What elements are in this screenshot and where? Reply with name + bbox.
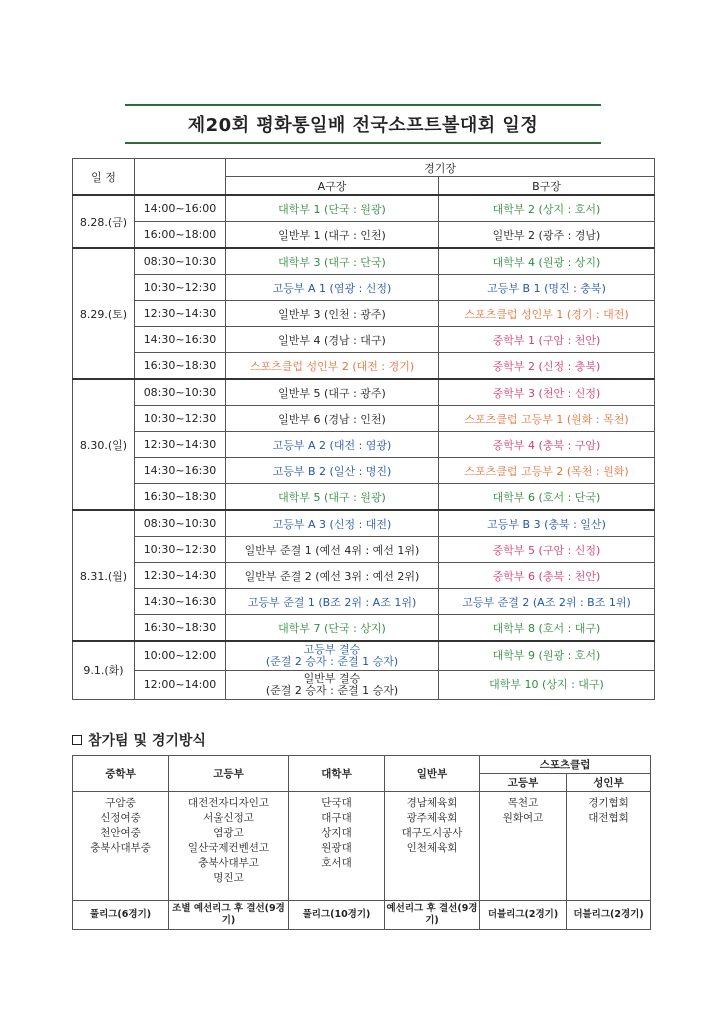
header-sport-adult: 성인부 [567,774,651,792]
schedule-row [73,353,655,380]
team-name: 충북사대부중 [90,842,151,854]
header-venue: 경기장 [226,159,655,177]
team-name: 호서대 [321,857,352,869]
field-b-match: 대학부 6 (호서 : 단국) [439,484,655,511]
team-name: 단국대 [321,797,352,809]
schedule-date: 8.31.(월) [73,510,135,641]
teams-table [72,755,651,930]
schedule-row [73,537,655,563]
field-a-match: 대학부 3 (대구 : 단국) [226,248,439,275]
field-a-match: 고등부 B 2 (일산 : 명진) [226,458,439,484]
schedule-time: 16:00~18:00 [135,222,226,249]
schedule-time: 12:30~14:30 [135,301,226,327]
team-name: 명진고 [213,872,244,884]
field-a-match-title: 고등부 결승 [303,643,361,656]
field-a-match: 대학부 7 (단국 : 상지) [226,615,439,642]
team-name: 일산국제컨벤션고 [187,842,270,854]
team-list-uni [289,792,385,901]
field-a-match [226,641,439,671]
schedule-row [73,671,655,700]
field-a-match-title: 일반부 결승 [303,672,361,685]
checkbox-bullet-icon [72,735,82,745]
schedule-time: 10:30~12:30 [135,275,226,301]
field-b-match: 중학부 6 (충북 : 천안) [439,563,655,589]
team-name: 상지대 [321,827,352,839]
schedule-row [73,379,655,406]
team-list-high [169,792,289,901]
field-a-match: 일반부 5 (대구 : 광주) [226,379,439,406]
field-b-match: 중학부 5 (구암 : 신정) [439,537,655,563]
field-b-match: 고등부 B 3 (충북 : 일산) [439,510,655,537]
schedule-row [73,615,655,642]
field-a-match: 일반부 4 (경남 : 대구) [226,327,439,353]
team-list-middle [73,792,169,901]
schedule-time: 16:30~18:30 [135,353,226,380]
section-title [72,730,206,750]
field-b-match: 스포츠클럽 고등부 1 (원화 : 목천) [439,406,655,432]
schedule-table [72,158,655,700]
schedule-row [73,510,655,537]
field-b-match: 일반부 2 (광주 : 경남) [439,222,655,249]
schedule-time: 14:30~16:30 [135,458,226,484]
schedule-time: 08:30~10:30 [135,248,226,275]
field-b-match: 대학부 9 (원광 : 호서) [439,641,655,671]
field-b-match: 중학부 4 (충북 : 구암) [439,432,655,458]
schedule-row [73,484,655,511]
header-uni: 대학부 [289,756,385,792]
schedule-time: 14:00~16:00 [135,195,226,222]
format-middle: 풀리그(6경기) [73,901,169,930]
schedule-row [73,275,655,301]
team-list-sport-high [480,792,567,901]
header-high: 고등부 [169,756,289,792]
schedule-row [73,248,655,275]
schedule-time: 12:30~14:30 [135,563,226,589]
field-a-match: 일반부 3 (인천 : 광주) [226,301,439,327]
field-a-match: 고등부 A 3 (신정 : 대전) [226,510,439,537]
field-b-match: 중학부 3 (천안 : 신정) [439,379,655,406]
schedule-row [73,195,655,222]
format-sport-adult: 더블리그(2경기) [567,901,651,930]
field-b-match: 대학부 8 (호서 : 대구) [439,615,655,642]
field-b-match: 스포츠클럽 고등부 2 (목천 : 원화) [439,458,655,484]
schedule-date: 8.30.(일) [73,379,135,510]
title-banner [125,104,601,144]
format-general: 예선리그 후 결선(9경기) [385,901,480,930]
page-title: 제20회 평화통일배 전국소프트볼대회 일정 [187,115,539,136]
field-a-match: 고등부 A 2 (대전 : 염광) [226,432,439,458]
team-name: 서울신정고 [203,812,254,824]
schedule-row [73,432,655,458]
team-name: 대구대 [321,812,352,824]
field-b-match: 대학부 10 (상지 : 대구) [439,671,655,700]
schedule-time: 14:30~16:30 [135,327,226,353]
schedule-row [73,222,655,249]
team-name: 목천고 [507,797,539,809]
schedule-time: 10:30~12:30 [135,537,226,563]
field-a-match: 스포츠클럽 성인부 2 (대전 : 경기) [226,353,439,380]
schedule-time: 16:30~18:30 [135,484,226,511]
schedule-time: 12:30~14:30 [135,432,226,458]
schedule-row [73,301,655,327]
field-a-match: 고등부 A 1 (염광 : 신정) [226,275,439,301]
team-name: 대전협회 [588,812,629,824]
schedule-row [73,458,655,484]
schedule-time: 10:30~12:30 [135,406,226,432]
team-name: 원화여고 [502,812,544,824]
field-a-match-detail: (준결 2 승자 : 준결 1 승자) [265,684,399,697]
team-name: 대전전자디자인고 [187,797,270,809]
schedule-row [73,406,655,432]
header-field-a: A구장 [226,177,439,196]
format-uni: 풀리그(10경기) [289,901,385,930]
field-b-match: 중학부 1 (구암 : 천안) [439,327,655,353]
team-name: 대구도시공사 [401,827,463,839]
field-a-match: 일반부 준결 1 (예선 4위 : 예선 1위) [226,537,439,563]
header-general: 일반부 [385,756,480,792]
team-name: 인천체육회 [406,842,458,854]
team-name: 신정여중 [100,812,141,824]
schedule-date: 8.28.(금) [73,195,135,248]
schedule-time: 16:30~18:30 [135,615,226,642]
schedule-time: 08:30~10:30 [135,379,226,406]
field-a-match [226,671,439,700]
team-name: 구암중 [105,797,136,809]
header-field-b: B구장 [439,177,655,196]
header-date: 일 정 [73,159,135,196]
team-name: 충북사대부고 [198,857,259,869]
field-a-match: 대학부 5 (대구 : 원광) [226,484,439,511]
schedule-row [73,589,655,615]
field-b-match: 대학부 4 (원광 : 상지) [439,248,655,275]
format-high: 조별 예선리그 후 결선(9경기) [169,901,289,930]
schedule-row [73,327,655,353]
team-list-sport-adult [567,792,651,901]
field-b-match: 고등부 준결 2 (A조 2위 : B조 1위) [439,589,655,615]
field-a-match: 대학부 1 (단국 : 원광) [226,195,439,222]
header-sport-high: 고등부 [480,774,567,792]
team-name: 경기협회 [588,797,629,809]
schedule-time: 10:00~12:00 [135,641,226,671]
field-a-match: 일반부 준결 2 (예선 3위 : 예선 2위) [226,563,439,589]
schedule-row [73,641,655,671]
header-date-spacer [135,159,226,196]
schedule-date: 8.29.(토) [73,248,135,379]
team-name: 천안여중 [100,827,141,839]
schedule-time: 08:30~10:30 [135,510,226,537]
team-name: 경남체육회 [406,797,458,809]
field-a-match: 일반부 6 (경남 : 인천) [226,406,439,432]
team-name: 염광고 [213,827,244,839]
field-b-match: 스포츠클럽 성인부 1 (경기 : 대전) [439,301,655,327]
field-a-match: 일반부 1 (대구 : 인천) [226,222,439,249]
header-middle: 중학부 [73,756,169,792]
field-a-match-detail: (준결 2 승자 : 준결 1 승자) [265,655,399,668]
schedule-time: 14:30~16:30 [135,589,226,615]
field-a-match: 고등부 준결 1 (B조 2위 : A조 1위) [226,589,439,615]
team-name: 원광대 [321,842,352,854]
schedule-row [73,563,655,589]
section-title-text: 참가팀 및 경기방식 [88,733,206,749]
format-sport-high: 더블리그(2경기) [480,901,567,930]
field-b-match: 고등부 B 1 (명진 : 충북) [439,275,655,301]
field-b-match: 대학부 2 (상지 : 호서) [439,195,655,222]
team-list-general [385,792,480,901]
header-sport: 스포츠클럽 [480,756,651,774]
schedule-date: 9.1.(화) [73,641,135,700]
team-name: 광주체육회 [406,812,458,824]
schedule-time: 12:00~14:00 [135,671,226,700]
field-b-match: 중학부 2 (신정 : 충북) [439,353,655,380]
